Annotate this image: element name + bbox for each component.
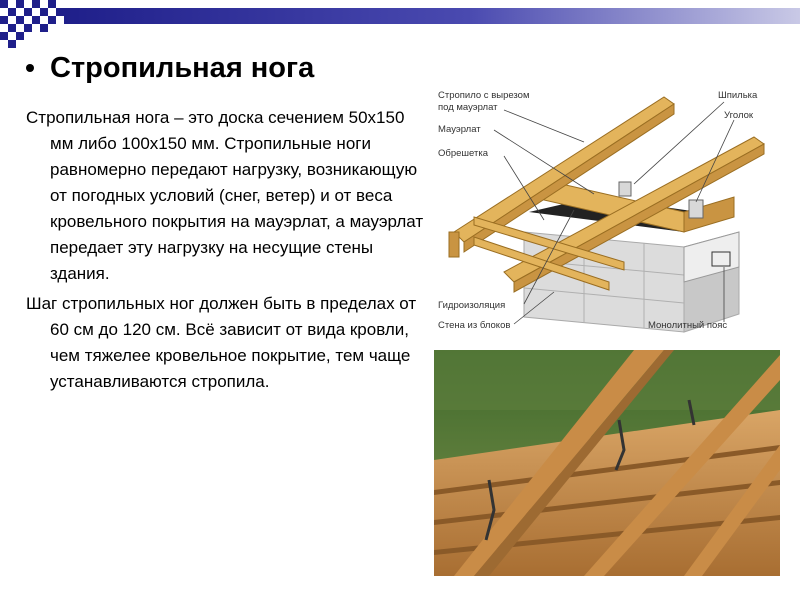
title-row xyxy=(26,50,314,86)
top-gradient-line xyxy=(64,8,800,24)
label-block-wall: Стена из блоков xyxy=(438,320,511,331)
body-text xyxy=(26,105,426,399)
label-stud: Шпилька xyxy=(718,90,758,101)
slide-title: Стропильная нога xyxy=(50,51,315,84)
rafter-photo xyxy=(434,350,780,576)
label-rafter-cutout-2: под мауэрлат xyxy=(438,102,498,113)
rafter-diagram xyxy=(434,82,780,344)
rafter-diagram-drawing xyxy=(434,82,780,344)
title-bullet-icon xyxy=(26,64,34,72)
label-mauerlat: Мауэрлат xyxy=(438,124,481,135)
rafter-photo-drawing xyxy=(434,350,780,576)
label-batten: Обрешетка xyxy=(438,148,488,159)
checker-pattern xyxy=(0,0,64,48)
paragraph-definition: Стропильная нога – это доска сечением 50х150 мм либо 100х150 мм. Стропильные ноги равномерно передают нагрузку, возникающую от погодных условий (снег, ветер) и от веса кровельного покрытия на мауэрлат, а мауэрлат передает эту нагрузку на несущие стены здания. xyxy=(26,108,424,283)
label-waterproofing: Гидроизоляция xyxy=(438,300,506,311)
paragraph-spacing: Шаг стропильных ног должен быть в пределах от 60 см до 120 см. Всё зависит от вида кровли, чем тяжелее кровельное покрытие, тем чаще устанавливаются стропила. xyxy=(26,294,417,391)
top-decor-bar xyxy=(0,0,800,48)
label-monolithic-belt: Монолитный пояс xyxy=(648,320,728,331)
label-corner: Уголок xyxy=(724,110,754,121)
label-rafter-cutout-1: Стропило с вырезом xyxy=(438,90,530,101)
